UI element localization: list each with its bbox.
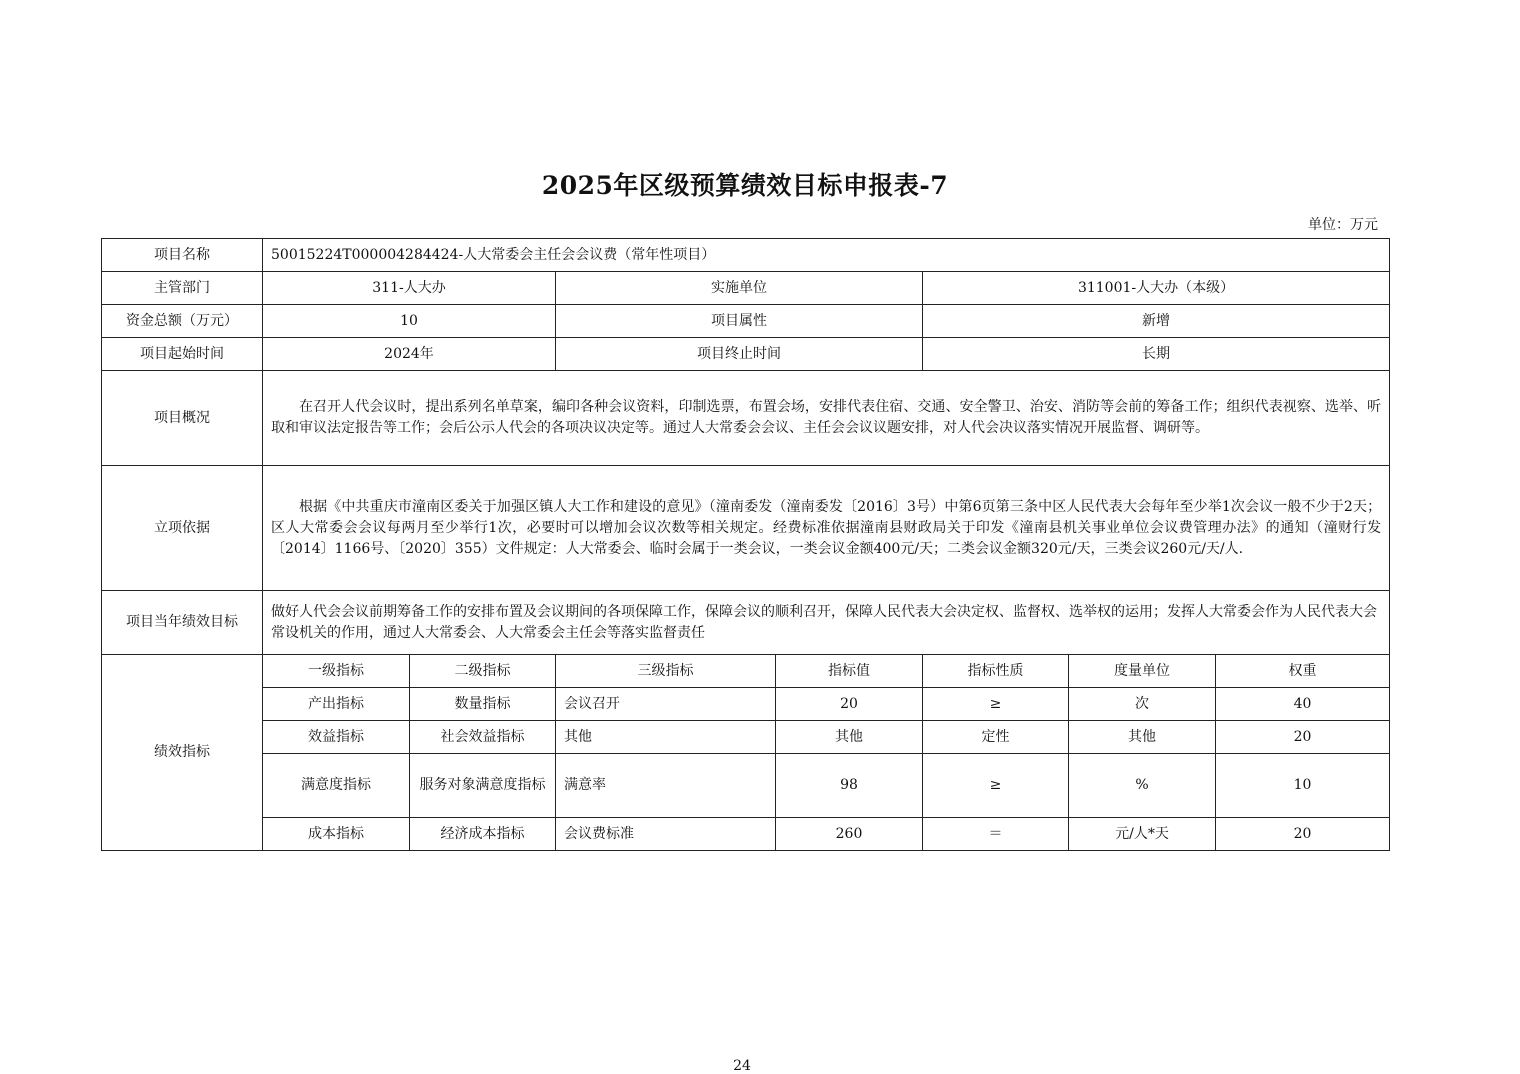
indicator-header-row [102,655,1390,688]
row-period [102,338,1390,371]
nature-cell: 定性 [923,721,1069,754]
basis-label: 立项依据 [102,466,263,591]
budget-performance-table [101,238,1390,851]
dept-label: 主管部门 [102,272,263,305]
level3-cell: 会议召开 [556,688,776,721]
level2-cell: 经济成本指标 [410,818,556,851]
end-value: 长期 [923,338,1390,371]
attr-value: 新增 [923,305,1390,338]
row-basis [102,466,1390,591]
table-row [102,754,1390,818]
weight-cell: 10 [1216,754,1390,818]
row-goal [102,591,1390,655]
nature-cell: ＝ [923,818,1069,851]
level2-cell: 服务对象满意度指标 [410,754,556,818]
page-number: 24 [733,1058,751,1074]
header-level1: 一级指标 [263,655,410,688]
overview-value: 在召开人代会议时，提出系列名单草案，编印各种会议资料，印制选票，布置会场，安排代表住宿、交通、安全警卫、治安、消防等会前的筹备工作；组织代表视察、选举、听取和审议法定报告等工作；会后公示人代会的各项决议决定等。通过人大常委会会议、主任会会议议题安排，对人代会决议落实情况开展监督、调研等。 [263,371,1390,466]
unit-cell: 次 [1069,688,1216,721]
dept-value: 311-人大办 [263,272,556,305]
start-label: 项目起始时间 [102,338,263,371]
goal-label: 项目当年绩效目标 [102,591,263,655]
impl-value: 311001-人大办（本级） [923,272,1390,305]
row-project-name [102,239,1390,272]
fund-label: 资金总额（万元） [102,305,263,338]
row-fund [102,305,1390,338]
header-weight: 权重 [1216,655,1390,688]
header-unit: 度量单位 [1069,655,1216,688]
weight-cell: 20 [1216,818,1390,851]
weight-cell: 40 [1216,688,1390,721]
row-overview [102,371,1390,466]
attr-label: 项目属性 [556,305,923,338]
level3-cell: 满意率 [556,754,776,818]
impl-label: 实施单位 [556,272,923,305]
project-name-label: 项目名称 [102,239,263,272]
level2-cell: 社会效益指标 [410,721,556,754]
level3-cell: 其他 [556,721,776,754]
overview-label: 项目概况 [102,371,263,466]
nature-cell: ≥ [923,754,1069,818]
level2-cell: 数量指标 [410,688,556,721]
unit-cell: 其他 [1069,721,1216,754]
level1-cell: 产出指标 [263,688,410,721]
indicators-label: 绩效指标 [102,655,263,851]
table-row [102,688,1390,721]
fund-value: 10 [263,305,556,338]
header-level3: 三级指标 [556,655,776,688]
goal-value: 做好人代会会议前期筹备工作的安排布置及会议期间的各项保障工作，保障会议的顺利召开，保障人民代表大会决定权、监督权、选举权的运用；发挥人大常委会作为人民代表大会常设机关的作用，通过人大常委会、人大常委会主任会等落实监督责任 [263,591,1390,655]
value-cell: 20 [776,688,923,721]
value-cell: 98 [776,754,923,818]
header-nature: 指标性质 [923,655,1069,688]
level1-cell: 效益指标 [263,721,410,754]
level1-cell: 满意度指标 [263,754,410,818]
end-label: 项目终止时间 [556,338,923,371]
project-name-value: 50015224T000004284424-人大常委会主任会会议费（常年性项目） [263,239,1390,272]
unit-cell: 元/人*天 [1069,818,1216,851]
level3-cell: 会议费标准 [556,818,776,851]
start-value: 2024年 [263,338,556,371]
value-cell: 其他 [776,721,923,754]
table-row [102,721,1390,754]
value-cell: 260 [776,818,923,851]
page-title: 2025年区级预算绩效目标申报表-7 [541,171,949,200]
row-department [102,272,1390,305]
basis-value: 根据《中共重庆市潼南区委关于加强区镇人大工作和建设的意见》（潼南委发（潼南委发〔2016〕3号）中第6页第三条中区人民代表大会每年至少举1次会议一般不少于2天；区人大常委会会议每两月至少举行1次，必要时可以增加会议次数等相关规定。经费标准依据潼南县财政局关于印发《潼南县机关事业单位会议费管理办法》的通知（潼财行发〔2014〕1166号、〔2020〕355）文件规定：人大常委会、临时会属于一类会议，一类会议金额400元/天；二类会议金额320元/天，三类会议260元/天/人. [263,466,1390,591]
unit-cell: % [1069,754,1216,818]
level1-cell: 成本指标 [263,818,410,851]
weight-cell: 20 [1216,721,1390,754]
unit-label: 单位：万元 [1308,217,1378,233]
header-value: 指标值 [776,655,923,688]
table-row [102,818,1390,851]
header-level2: 二级指标 [410,655,556,688]
nature-cell: ≥ [923,688,1069,721]
